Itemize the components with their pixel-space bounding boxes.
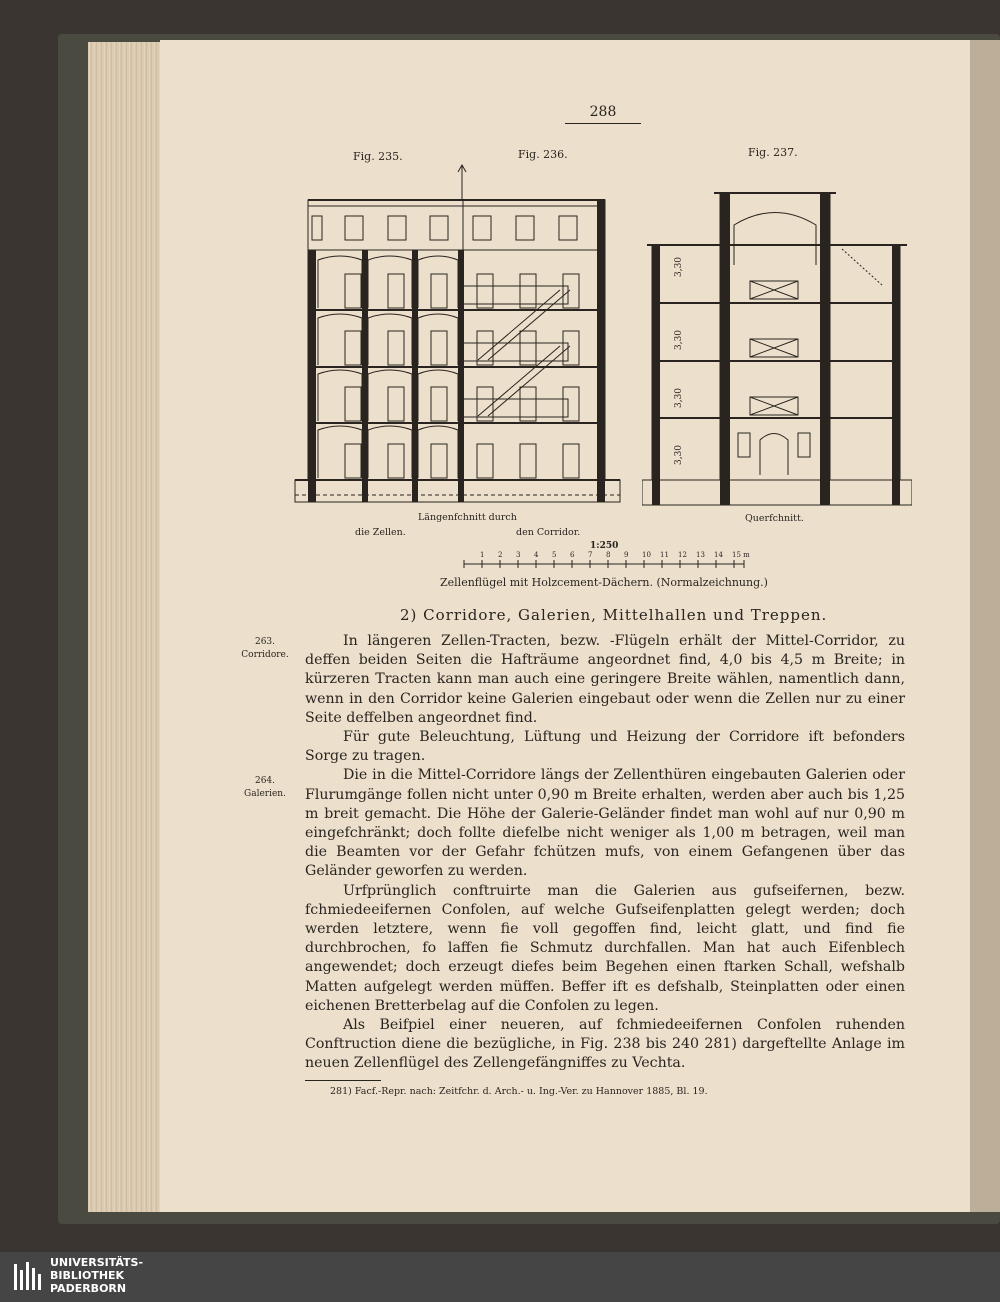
side-note-label: Corridore. <box>241 650 289 660</box>
library-name <box>50 1256 143 1295</box>
paragraph: Für gute Beleuchtung, Lüftung und Heizung der Corridore ift befonders Sorge zu tragen. <box>305 729 905 765</box>
scale-tick-label: 14 <box>714 551 723 559</box>
side-note-number: 264. <box>254 776 276 786</box>
scale-tick-label: 4 <box>534 551 539 559</box>
facing-page-edge <box>970 40 1000 1212</box>
scale-tick-label: 15 m <box>732 551 750 559</box>
paragraph: Die in die Mittel-Corridore längs der Zellenthüren eingebauten Galerien oder Flurumgänge follen nicht unter 0,90 m Breite erhalten, werden aber auch bis 1,25 m breit gemacht. Die Höhe der Galerie-Geländer findet man wohl auf nur 0,90 m eingefchränkt; doch follte diefelbe nicht weniger als 1,00 m betragen, weil man die Beamten vor der Gefahr fchützen mufs, von einem Gefangenen über das Geländer geworfen zu werden. <box>305 767 905 880</box>
dimension-label: 3,30 <box>674 329 685 351</box>
paragraph: In längeren Zellen-Tracten, bezw. -Flügeln erhält der Mittel-Corridor, zu deffen beiden Seiten die Hafträume angeordnet find, 4,0 bis 4,5 m Breite; in kürzeren Tracten kann man auch eine geringere Breite wählen, namentlich dann, wenn in den Corridor keine Galerien eingebaut oder wenn die Zellen nur zu einer Seite deffelben angeordnet find. <box>305 633 905 726</box>
fig-237-label: Fig. 237. <box>748 146 798 159</box>
footnote-rule <box>305 1080 381 1081</box>
scale-tick-label: 11 <box>660 551 669 559</box>
paragraph: Als Beifpiel einer neueren, auf fchmiedeeifernen Confolen ruhenden Conftruction diene die bezügliche, in Fig. 238 bis 240 281) dargeftellte Anlage im neuen Zellenflügel des Zellengefängniffes zu Vechta. <box>305 1017 905 1072</box>
library-name-line: UNIVERSITÄTS- <box>50 1256 144 1269</box>
page-edges <box>88 42 168 1212</box>
longitudinal-section-drawing <box>290 160 625 510</box>
side-note-263 <box>235 636 295 662</box>
caption-laengenschnitt: Längenfchnitt durch <box>418 512 517 523</box>
dimension-label: 3,30 <box>674 444 685 466</box>
library-name-line: PADERBORN <box>50 1282 127 1295</box>
scale-tick-label: 10 <box>642 551 651 559</box>
footnote: 281) Facf.-Repr. nach: Zeitfchr. d. Arch.- u. Ing.-Ver. zu Hannover 1885, Bl. 19. <box>330 1086 708 1097</box>
side-note-number: 263. <box>254 637 276 647</box>
dimension-label: 3,30 <box>674 387 685 409</box>
scale-tick-label: 6 <box>570 551 575 559</box>
caption-corridor: den Corridor. <box>516 527 581 538</box>
page-number-rule <box>565 123 641 124</box>
scale-tick-label: 12 <box>678 551 687 559</box>
scale-tick-label: 5 <box>552 551 557 559</box>
scale-ratio: 1:250 <box>590 541 619 551</box>
scale-tick-label: 8 <box>606 551 611 559</box>
library-name-line: BIBLIOTHEK <box>50 1269 125 1282</box>
paragraph: Urfprünglich conftruirte man die Galerien aus gufseifernen, bezw. fchmiedeeifernen Confolen, auf welche Gufseifenplatten gelegt werden; doch werden letztere, wenn fie voll gegoffen find, leicht glatt, und find fie durchbrochen, fo laffen fie Schmutz durchfallen. Man hat auch Eifenblech angewendet; doch erzeugt diefes beim Begehen einen ftarken Schall, wefshalb Matten aufgelegt werden müffen. Beffer ift es defshalb, Steinplatten oder einen eichenen Bretterbelag auf die Confolen zu legen. <box>305 882 905 1014</box>
scale-tick-label: 7 <box>588 551 593 559</box>
library-footer <box>0 1252 1000 1302</box>
page-number: 288 <box>589 104 617 120</box>
section-heading: 2) Corridore, Galerien, Mittelhallen und Treppen. <box>400 606 828 624</box>
caption-querschnitt: Querfchnitt. <box>745 513 804 524</box>
body-text <box>305 632 905 1074</box>
fig-235-label: Fig. 235. <box>353 150 403 163</box>
scale-tick-label: 9 <box>624 551 629 559</box>
scale-tick-label: 2 <box>498 551 503 559</box>
dimension-label: 3,30 <box>674 256 685 278</box>
scale-tick-label: 1 <box>480 551 485 559</box>
caption-zellen: die Zellen. <box>355 527 406 538</box>
library-logo-icon <box>12 1260 44 1294</box>
side-note-264 <box>235 775 295 801</box>
fig-236-label: Fig. 236. <box>518 148 568 161</box>
scale-tick-label: 13 <box>696 551 705 559</box>
side-note-label: Galerien. <box>244 789 286 799</box>
scale-tick-label: 3 <box>516 551 521 559</box>
figures-caption: Zellenflügel mit Holzcement-Dächern. (Normalzeichnung.) <box>440 576 768 589</box>
